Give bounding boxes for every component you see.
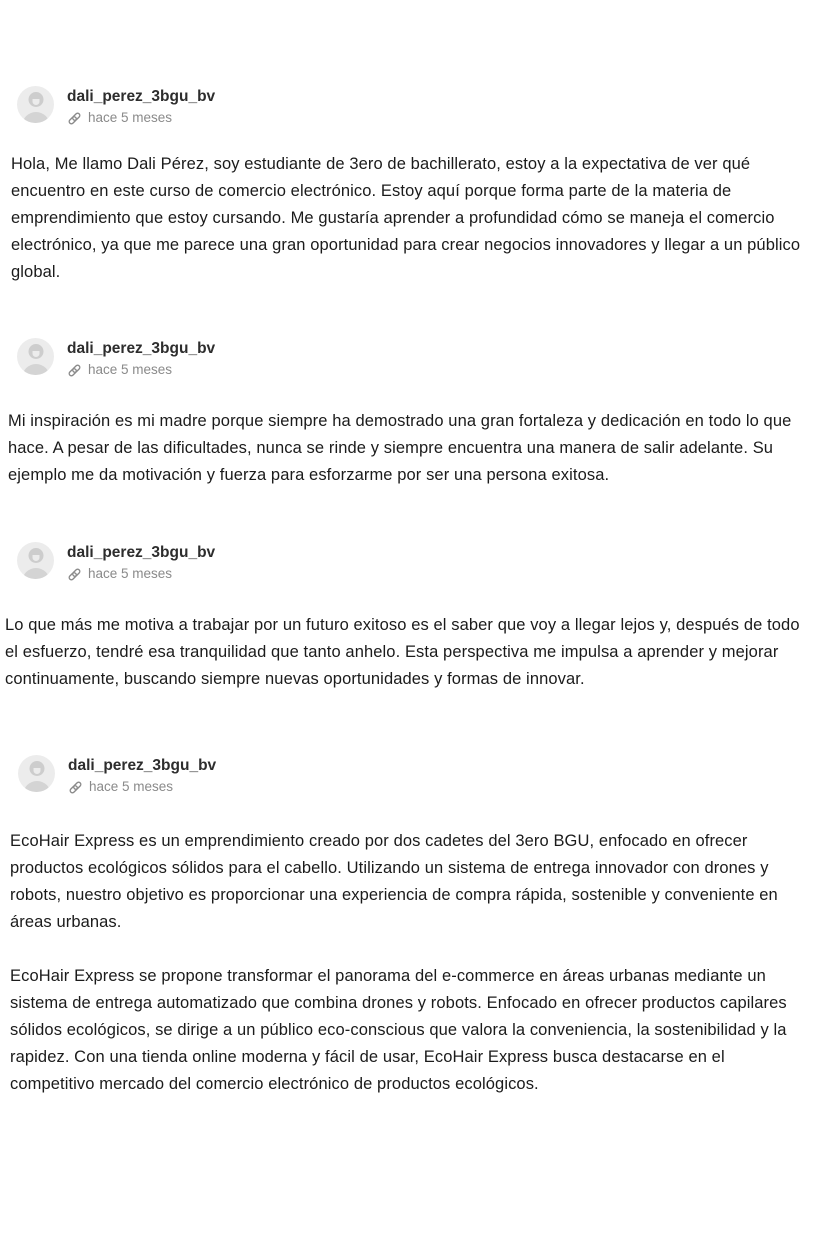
post-permalink[interactable] [68,779,216,795]
post-meta [67,542,215,582]
discussion-post [0,338,820,489]
post-body [0,612,820,693]
post-permalink[interactable] [67,110,215,126]
discussion-post [0,755,820,1098]
post-body [0,151,820,286]
avatar-head-shape [28,344,43,359]
post-timestamp: hace 5 meses [88,362,173,377]
user-avatar [17,542,54,579]
post-timestamp: hace 5 meses [89,779,174,794]
avatar-head-shape [28,548,43,563]
author-name[interactable]: dali_perez_3bgu_bv [68,757,217,774]
post-paragraph: Mi inspiración es mi madre porque siempre ha demostrado una gran fortaleza y dedicación en todo lo que hace. A pesar de las dificultades, nunca se rinde y siempre encuentra una manera de salir adelante. Su ejemplo me da motivación y fuerza para esforzarme por ser una persona exitosa. [8,412,792,484]
post-paragraph: Lo que más me motiva a trabajar por un futuro exitoso es el saber que voy a llegar lejos y, después de todo el esfuerzo, tendré esa tranquilidad que tanto anhelo. Esta perspectiva me impulsa a aprender y mejorar continuamente, buscando siempre nuevas oportunidades y formas de innovar. [5,616,800,688]
post-header [0,86,820,126]
avatar-head-shape [29,761,44,776]
avatar-shoulders-shape [23,781,51,792]
post-paragraph: EcoHair Express se propone transformar el panorama del e-commerce en áreas urbanas mediante un sistema de entrega automatizado que combina drones y robots. Enfocado en ofrecer productos capilares sólidos ecológicos, se dirige a un público eco-conscious que valora la conveniencia, la sostenibilidad y la rapidez. Con una tienda online moderna y fácil de usar, EcoHair Express busca destacarse en el competitivo mercado del comercio electrónico de productos ecológicos. [10,967,787,1093]
post-meta [67,86,215,126]
link-icon [67,111,82,126]
avatar-shoulders-shape [22,568,50,579]
post-header [0,338,820,378]
author-name[interactable]: dali_perez_3bgu_bv [67,340,216,357]
avatar-shoulders-shape [22,364,50,375]
post-paragraph: Hola, Me llamo Dali Pérez, soy estudiante de 3ero de bachillerato, estoy a la expectativa de ver qué encuentro en este curso de comercio electrónico. Estoy aquí porque forma parte de la materia de emprendimiento que estoy cursando. Me gustaría aprender a profundidad cómo se maneja el comercio electrónico, ya que me parece una gran oportunidad para crear negocios innovadores y llegar a un público global. [11,155,801,281]
discussion-post [0,86,820,286]
post-meta [67,338,215,378]
discussion-post [0,542,820,693]
user-avatar [17,338,54,375]
post-body [0,828,820,1098]
user-avatar [18,755,55,792]
user-avatar [17,86,54,123]
avatar-head-shape [28,92,43,107]
link-icon [67,567,82,582]
post-body [0,408,820,489]
post-permalink[interactable] [67,566,215,582]
post-header [0,542,820,582]
discussion-thread [0,86,820,1246]
link-icon [68,780,83,795]
link-icon [67,363,82,378]
post-meta [68,755,216,795]
author-name[interactable]: dali_perez_3bgu_bv [67,88,216,105]
author-name[interactable]: dali_perez_3bgu_bv [67,544,216,561]
post-timestamp: hace 5 meses [88,110,173,125]
post-permalink[interactable] [67,362,215,378]
post-header [0,755,820,795]
post-paragraph: EcoHair Express es un emprendimiento creado por dos cadetes del 3ero BGU, enfocado en ofrecer productos ecológicos sólidos para el cabello. Utilizando un sistema de entrega innovador con drones y robots, nuestro objetivo es proporcionar una experiencia de compra rápida, sostenible y conveniente en áreas urbanas. [10,832,778,931]
post-timestamp: hace 5 meses [88,566,173,581]
avatar-shoulders-shape [22,112,50,123]
